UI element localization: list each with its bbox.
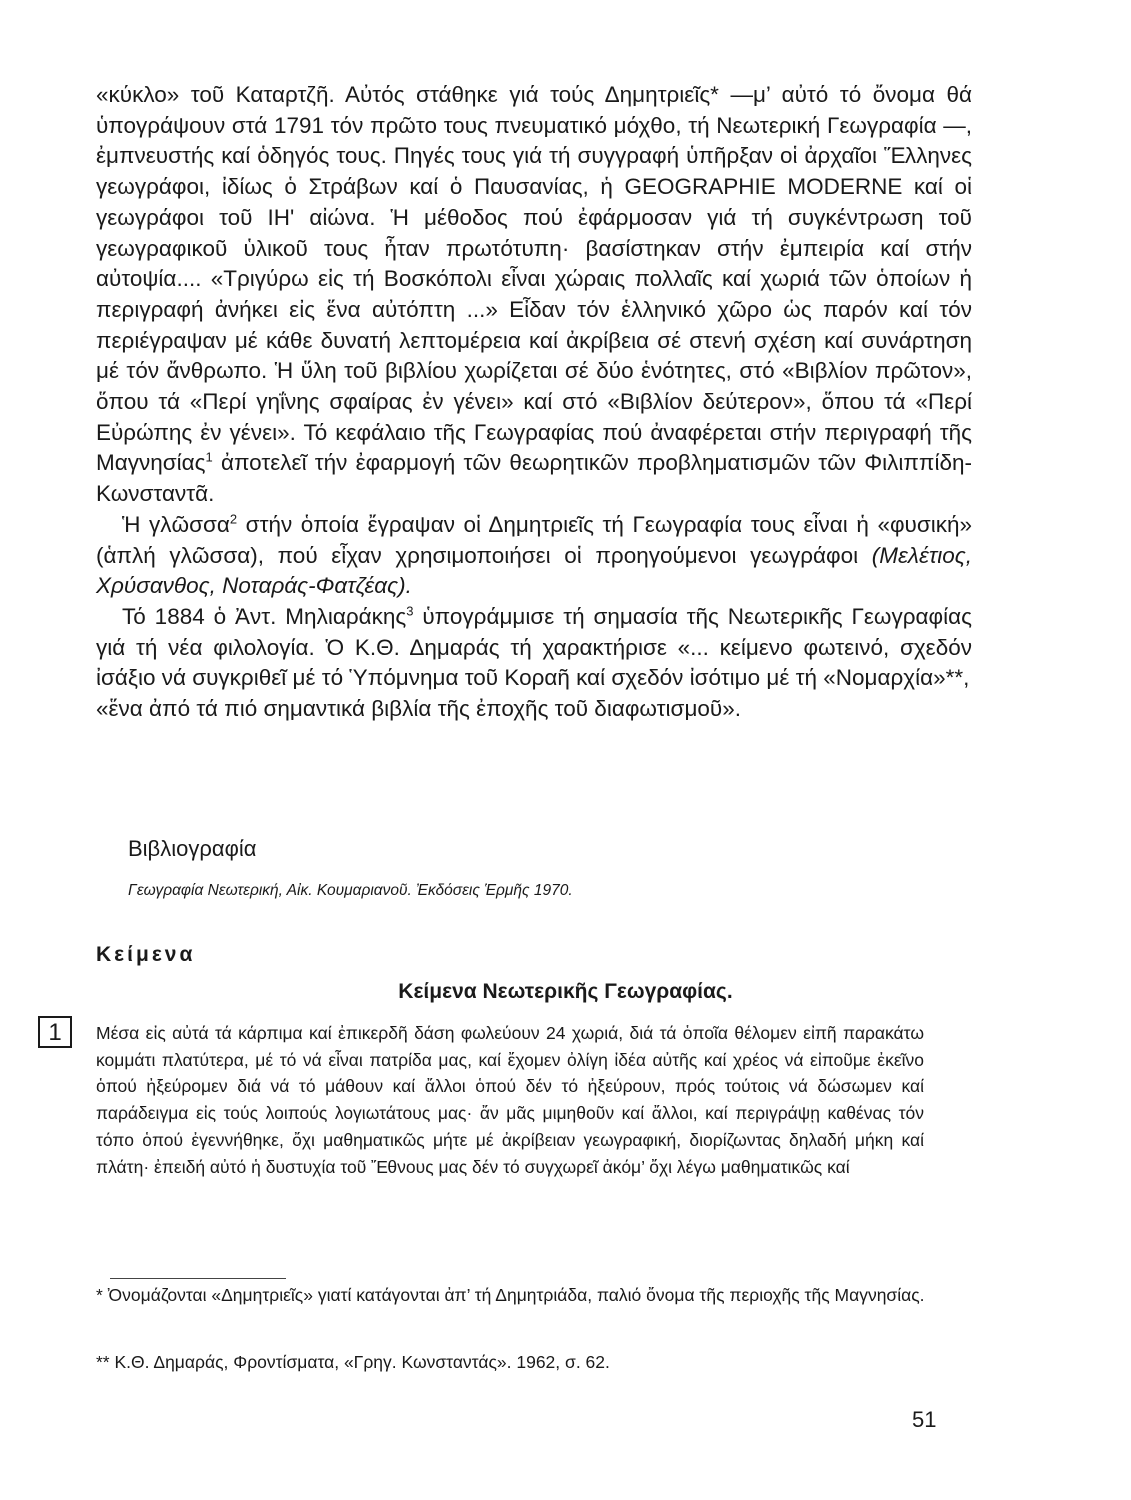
bibliography-entry: Γεωγραφία Νεωτερική, Αἰκ. Κουμαριανοῦ. Ἐκδόσεις Ἑρμῆς 1970. [128, 882, 573, 899]
footnote-ref-1: 1 [205, 449, 213, 465]
footnote-ref-2: 2 [229, 511, 238, 527]
bibliography-heading: Βιβλιογραφία [128, 836, 257, 861]
paragraph-4: «ἕνα ἀπό τά πιό σημαντικά βιβλία τῆς ἐποχῆς τοῦ διαφωτισμοῦ». [96, 696, 741, 722]
paragraph-2-text: στήν ὁποία ἔγραψαν οἱ Δημητριεῖς τή Γεωγραφία τους εἶναι ἡ «φυσική» (ἁπλή γλῶσσα), πού εἶχαν χρησιμοποιήσει οἱ προηγούμενοι γεωγράφοι [96, 511, 973, 568]
excerpt-number-box: 1 [38, 1016, 72, 1048]
footnote-2: ** Κ.Θ. Δημαράς, Φροντίσματα, «Γρηγ. Κωνσταντάς». 1962, σ. 62. [96, 1352, 610, 1372]
paragraph-1-end: ἀποτελεῖ τήν ἐφαρμογή τῶν θεωρητικῶν προβληματισμῶν τῶν Φιλιππίδη-Κωνσταντᾶ. [96, 450, 972, 507]
footnote-1: * Ὀνομάζονται «Δημητριεῖς» γιατί κατάγονται ἀπ’ τή Δημητριάδα, παλιό ὄνομα τῆς περιοχῆς τῆς Μαγνησίας. [96, 1285, 925, 1305]
section-label: Κείμενα [96, 943, 196, 966]
paragraph-2-start: Ἡ γλῶσσα [122, 511, 230, 537]
paragraph-2-italic: (Μελέτιος, Χρύσανθος, Νοταράς-Φατζέας). [96, 542, 972, 599]
main-text [96, 80, 972, 725]
paragraph-3-start: Τό 1884 ὁ Ἀντ. Μηλιαράκης [122, 603, 407, 629]
paragraph-1 [96, 80, 972, 510]
excerpt-paragraph: Μέσα εἰς αὐτά τά κάρπιμα καί ἐπικερδῆ δάση φωλεύουν 24 χωριά, διά τά ὁποῖα θέλομεν εἰπῆ παρακάτω κομμάτι πλατύτερα, μέ τό νά εἶναι πατρίδα μας, καί ἔχομεν ὀλίγη ἰδέα αὐτῆς καί χρέος νά εἰποῦμε ἐκεῖνο ὁπού ἠξεύρομεν διά νά τό μάθουν καί ἄλλοι ὁπού δέν τό ἠξεύρουν, πρός τούτοις νά δώσωμεν καί παράδειγμα εἰς τούς λοιπούς λογιωτάτους μας· ἄν μᾶς μιμηθοῦν καί ἄλλοι, καί περιγράψῃ καθένας τόν τόπο ὁπού ἐγεννήθηκε, ὄχι μαθηματικῶς μήτε μέ ἀκρίβειαν γεωγραφική, διορίζωντας δηλαδή μήκη καί πλάτη· ἐπειδή αὐτό ἡ δυστυχία τοῦ Ἔθνους μας δέν τό συγχωρεῖ ἀκόμ’ ὄχι λέγω μαθηματικῶς καί [96, 1023, 924, 1177]
paragraph-3-text: ὑπογράμμισε τή σημασία τῆς Νεωτερικῆς Γεωγραφίας γιά τή νέα φιλολογία. Ὁ Κ.Θ. Δημαράς τή χαρακτήρισε «... κείμενο φωτεινό, σχεδόν ἰσάξιο νά συγκριθεῖ μέ τό Ὑπόμνημα τοῦ Κοραῆ καί σχεδόν ἰσότιμο μέ τή «Νομαρχία»**, [96, 603, 972, 691]
footnote-divider [110, 1278, 286, 1279]
page-number: 51 [912, 1407, 937, 1432]
paragraph-2 [96, 510, 972, 602]
paragraph-1-text: «κύκλο» τοῦ Καταρτζῆ. Αὐτός στάθηκε γιά τούς Δημητριεῖς* —μ’ αὐτό τό ὄνομα θά ὑπογράψουν στά 1791 τόν πρῶτο τους πνευματικό μόχθο, τή Νεωτερική Γεωγραφία —, ἐμπνευστής καί ὁδηγός τους. Πηγές τους γιά τή συγγραφή ὑπῆρξαν οἱ ἀρχαῖοι Ἕλληνες γεωγράφοι, ἰδίως ὁ Στράβων καί ὁ Παυσανίας, ἡ GEOGRAPHIE MODERNE καί οἱ γεωγράφοι τοῦ ΙΗ' αἰώνα. Ἡ μέθοδος πού ἐφάρμοσαν γιά τή συγκέντρωση τοῦ γεωγραφικοῦ ὑλικοῦ τους ἦταν πρωτότυπη· βασίστηκαν στήν ἐμπειρία καί στήν αὐτοψία.... «Τριγύρω εἰς τή Βοσκόπολι εἶναι χώραις πολλαῖς καί χωριά τῶν ὁποίων ἡ περιγραφή ἀνήκει εἰς ἕνα αὐτόπτη ...» Εἶδαν τόν ἑλληνικό χῶρο ὡς παρόν καί τόν περιέγραψαν μέ κάθε δυνατή λεπτομέρεια καί ἀκρίβεια σέ στενή σχέση καί συνάρτηση μέ τόν ἄνθρωπο. Ἡ ὕλη τοῦ βιβλίου χωρίζεται σέ δύο ἑνότητες, στό «Βιβλίον πρῶτον», ὅπου τά «Περί γηΐνης σφαίρας ἐν γένει» καί στό «Βιβλίον δεύτερον», ὅπου τά «Περί Εὐρώπης ἐν γένει». Τό κεφάλαιο τῆς Γεωγραφίας πού ἀναφέρεται στήν περιγραφή τῆς Μαγνησίας [96, 82, 972, 476]
excerpt-text [96, 1020, 924, 1180]
paragraph-3 [96, 602, 972, 694]
footnote-ref-3: 3 [406, 603, 414, 619]
text-title: Κείμενα Νεωτερικῆς Γεωγραφίας. [398, 980, 733, 1003]
